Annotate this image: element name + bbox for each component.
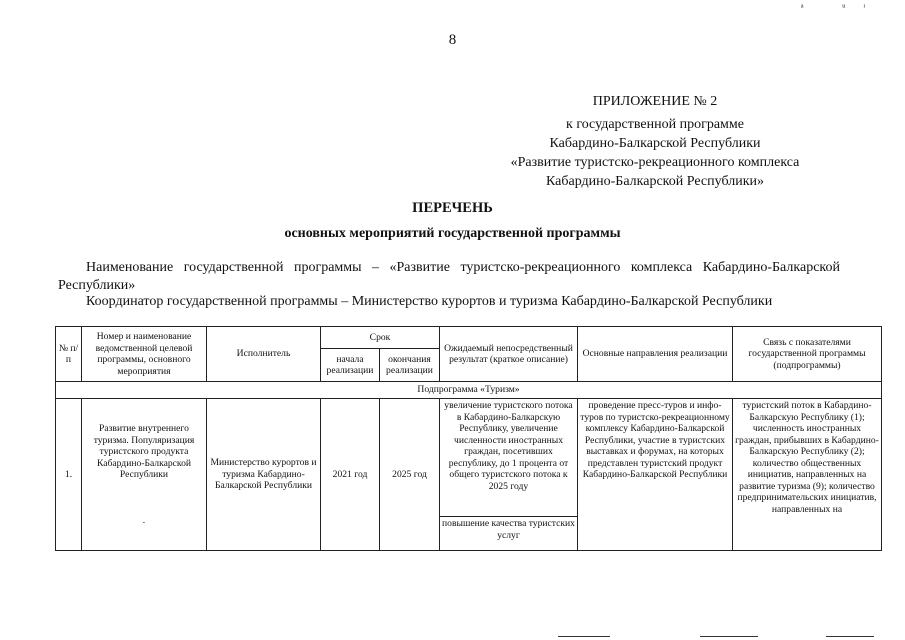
document-title: ПЕРЕЧЕНЬ <box>412 200 493 216</box>
header-num: № п/п <box>56 327 82 382</box>
row-executor: Министерство курортов и туризма Кабардино-Балкарской Республики <box>207 399 321 551</box>
bottom-rule <box>700 636 758 637</box>
program-coordinator: Координатор государственной программы – Министерство курортов и туризма Кабардино-Балкарской Республики <box>86 294 773 309</box>
row-mark: . <box>142 514 146 526</box>
row-name <box>82 399 207 551</box>
appendix-line: «Развитие туристско-рекреационного комплекса <box>510 155 800 170</box>
appendix-title: ПРИЛОЖЕНИЕ № 2 <box>592 94 718 109</box>
row-result-1: увеличение туристского потока в Кабардино-Балкарскую Республику, увеличение численности иностранных граждан, посетивших республику, до 1 процента от общего туристского потока к 2025 году <box>440 399 578 517</box>
header-end: окончания реализации <box>380 349 440 382</box>
row-link: туристский поток в Кабардино-Балкарскую Республику (1); численность иностранных граждан, прибывших в Кабардино-Балкарскую Республику (2); количество общественных инициатив, направленных на развитие туризма (9); количество предпринимательских инициатив, направленных на <box>733 399 882 551</box>
activities-table <box>55 326 882 551</box>
appendix-line: Кабардино-Балкарской Республики <box>549 136 761 151</box>
row-result-2: повышение качества туристских услуг <box>440 517 578 551</box>
header-term: Срок <box>321 327 440 349</box>
row-start: 2021 год <box>321 399 380 551</box>
appendix-block <box>470 92 840 191</box>
header-executor: Исполнитель <box>207 327 321 382</box>
header-result: Ожидаемый непосредственный результат (краткое описание) <box>440 327 578 382</box>
row-directions: проведение пресс-туров и инфо-туров по туристско-рекреационному комплексу Кабардино-Балкарской Республики, участие в туристских выставках и форумах, на которых представлен туристский продукт Кабардино-Балкарской Республики <box>578 399 733 551</box>
row-end: 2025 год <box>380 399 440 551</box>
bottom-rule <box>826 636 874 637</box>
header-name: Номер и наименование ведомственной целевой программы, основного мероприятия <box>82 327 207 382</box>
appendix-line: к государственной программе <box>566 117 744 132</box>
corner-marks: ᵃ ᵘᶦ <box>800 2 883 13</box>
row-num: 1. <box>56 399 82 551</box>
bottom-rule <box>558 636 610 637</box>
program-name: Наименование государственной программы – «Развитие туристско-рекреационного комплекса Кабардино-Балкарской Республики» <box>58 260 840 293</box>
header-directions: Основные направления реализации <box>578 327 733 382</box>
page-number: 8 <box>448 32 457 48</box>
header-link: Связь с показателями государственной программы (подпрограммы) <box>733 327 882 382</box>
row-name-text: Развитие внутреннего туризма. Популяризация туристского продукта Кабардино-Балкарской Республики <box>93 423 195 480</box>
appendix-line: Кабардино-Балкарской Республики» <box>546 174 764 189</box>
subprogram-row: Подпрограмма «Туризм» <box>56 382 882 399</box>
document-subtitle: основных мероприятий государственной программы <box>284 226 621 241</box>
header-start: начала реализации <box>321 349 380 382</box>
